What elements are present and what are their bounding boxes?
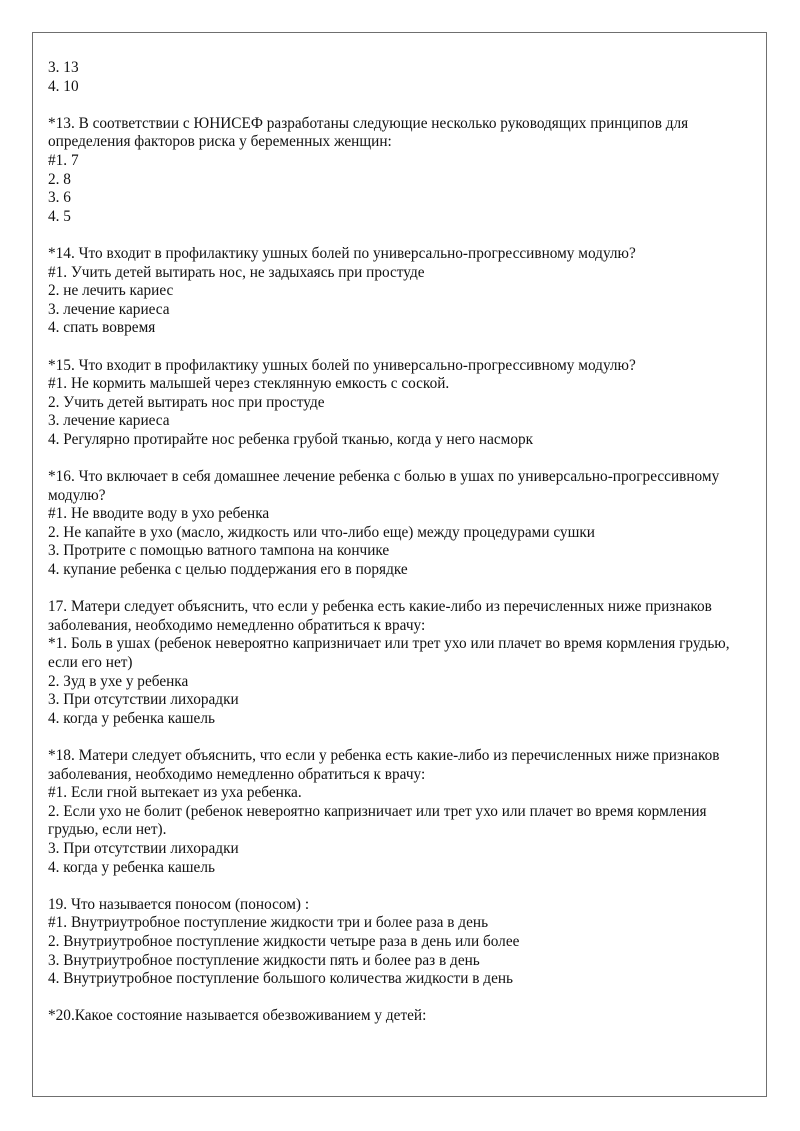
answer-option: 3. 13 [48,59,79,76]
answer-option: #1. 7 [48,151,79,169]
answer-option: 2. Не капайте в ухо (масло, жидкость или что-либо еще) между процедурами сушки [48,523,595,541]
question-14 [48,245,748,338]
answer-option: 4. Регулярно протирайте нос ребенка грубой тканью, когда у него насморк [48,430,534,448]
answer-option: *1. Боль в ушах (ребенок невероятно капризничает или трет ухо или плачет во время кормления грудью, если его нет) [48,635,734,671]
answer-option: #1. Не кормить малышей через стеклянную емкость с соской. [48,375,450,393]
question-prompt: *18. Матери следует объяснить, что если у ребенка есть какие-либо из перечисленных ниже признаков заболевания, необходимо немедленно обратиться к врачу: [48,746,724,783]
answer-option: 2. Внутриутробное поступление жидкости четыре раза в день или более [48,932,520,950]
answer-option: 2. Учить детей вытирать нос при простуде [48,393,325,411]
answer-option: 4. купание ребенка с целью поддержания его в порядке [48,561,408,579]
answer-option: 3. 6 [48,189,71,207]
question-prompt: *15. Что входит в профилактику ушных болей по универсально-прогрессивному модулю? [48,356,636,374]
question-17 [48,598,748,728]
answer-option: 3. Протрите с помощью ватного тампона на кончике [48,542,390,560]
question-19 [48,896,748,989]
question-prompt: 17. Матери следует объяснить, что если у ребенка есть какие-либо из перечисленных ниже признаков заболевания, необходимо немедленно обратиться к врачу: [48,598,716,634]
question-13 [48,115,748,227]
answer-option: 2. 8 [48,170,71,188]
answer-option: #1. Учить детей вытирать нос, не задыхаясь при простуде [48,263,425,281]
answer-option: 3. Внутриутробное поступление жидкости пять и более раз в день [48,951,480,969]
question-prompt: *13. В соответствии с ЮНИСЕФ разработаны следующие несколько руководящих принципов для определения факторов риска у беременных женщин: [48,114,693,151]
answer-option: 3. При отсутствии лихорадки [48,691,239,709]
question-16 [48,468,748,580]
lead-answers [48,59,748,96]
answer-option: 2. не лечить кариес [48,282,174,300]
answer-option: 2. Если ухо не болит (ребенок невероятно капризничает или трет ухо или плачет во время кормления грудью, если нет). [48,802,711,839]
answer-option: 4. когда у ребенка кашель [48,709,215,727]
answer-option: 4. 10 [48,77,79,95]
answer-option: #1. Если гной вытекает из уха ребенка. [48,784,302,802]
answer-option: #1. Внутриутробное поступление жидкости три и более раза в день [48,914,489,932]
answer-option: 4. когда у ребенка кашель [48,858,215,876]
document-page [32,32,767,1097]
answer-option: #1. Не вводите воду в ухо ребенка [48,505,270,523]
answer-option: 3. лечение кариеса [48,300,170,318]
answer-option: 4. Внутриутробное поступление большого количества жидкости в день [48,970,514,988]
answer-option: 2. Зуд в ухе у ребенка [48,672,189,690]
question-prompt: *20.Какое состояние называется обезвоживанием у детей: [48,1007,427,1025]
question-15 [48,357,748,450]
question-prompt: *14. Что входит в профилактику ушных болей по универсально-прогрессивному модулю? [48,244,636,262]
answer-option: 3. При отсутствии лихорадки [48,839,239,857]
question-prompt: *16. Что включает в себя домашнее лечение ребенка с болью в ушах по универсально-прогрессивному модулю? [48,468,724,504]
question-18 [48,747,748,877]
document-text [48,59,748,1044]
answer-option: 3. лечение кариеса [48,412,170,430]
answer-option: 4. 5 [48,207,71,225]
answer-option: 4. спать вовремя [48,319,156,337]
question-20 [48,1007,748,1026]
question-prompt: 19. Что называется поносом (поносом) : [48,895,310,913]
